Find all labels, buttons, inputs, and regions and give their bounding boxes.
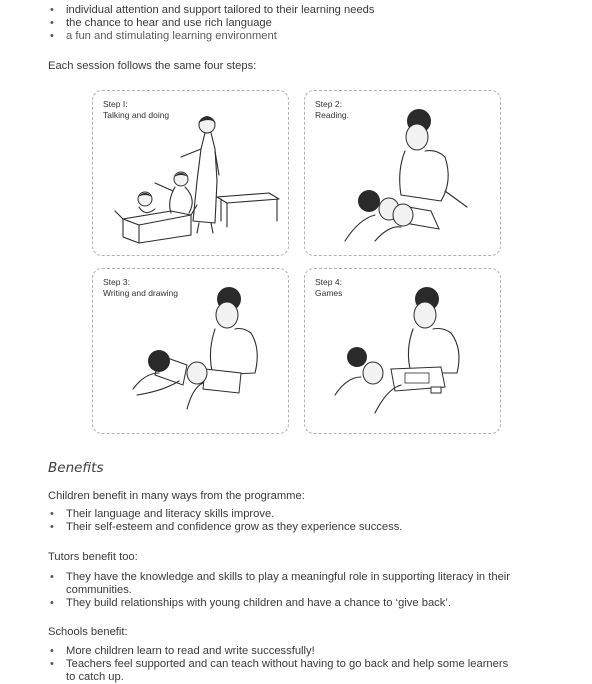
list-item: • Teachers feel supported and can teach without having to go back and help some learners to catch up. <box>48 658 518 684</box>
schools-benefit-intro: Schools benefit: <box>48 626 128 638</box>
step-panel-2 <box>304 90 501 256</box>
list-item: • Their self-esteem and confidence grow as they experience success. <box>48 521 568 534</box>
step-panel-3 <box>92 268 289 434</box>
step-number: Step 4: <box>315 277 342 287</box>
benefits-heading: Benefits <box>48 460 104 476</box>
tutors-benefit-intro: Tutors benefit too: <box>48 551 138 563</box>
step-number: Step 2: <box>315 99 342 109</box>
tutor-and-children-playing-with-box-illustration <box>93 91 290 257</box>
list-item: • More children learn to read and write successfully! <box>48 645 518 658</box>
children-benefit-list <box>48 508 568 534</box>
list-item: • the chance to hear and use rich language <box>48 17 568 30</box>
step-title: Games <box>315 287 343 298</box>
list-item: • They have the knowledge and skills to play a meaningful role in supporting literacy in their communities. <box>48 571 518 597</box>
schools-benefit-list <box>48 645 518 684</box>
session-intro: Each session follows the same four steps: <box>48 60 257 72</box>
step-panel-1 <box>92 90 289 256</box>
step-number: Step I: <box>103 99 128 109</box>
tutor-playing-board-game-illustration <box>305 269 502 435</box>
children-writing-in-books-illustration <box>93 269 290 435</box>
children-benefit-intro: Children benefit in many ways from the programme: <box>48 490 305 502</box>
step-title: Talking and doing <box>103 109 170 120</box>
step-title: Writing and drawing <box>103 287 178 298</box>
step-title: Reading. <box>315 109 350 120</box>
tutors-benefit-list <box>48 571 518 610</box>
step-number: Step 3: <box>103 277 130 287</box>
top-bullet-list <box>48 4 568 43</box>
list-item: • They build relationships with young children and have a chance to ‘give back’. <box>48 597 518 610</box>
list-item: • Their language and literacy skills improve. <box>48 508 568 521</box>
list-item: • a fun and stimulating learning environment <box>48 30 568 43</box>
list-item: • individual attention and support tailored to their learning needs <box>48 4 568 17</box>
tutor-reading-book-to-children-illustration <box>305 91 502 257</box>
step-panel-4 <box>304 268 501 434</box>
